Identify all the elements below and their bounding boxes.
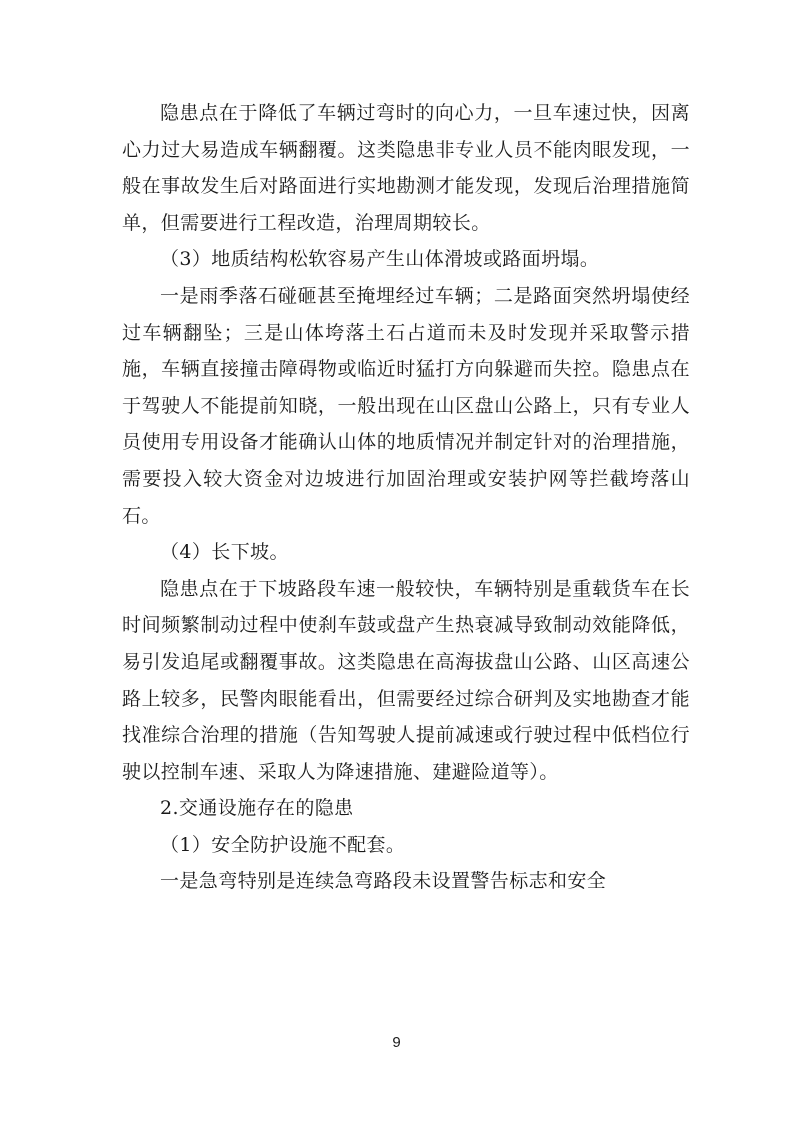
heading-safety-protection: （1）安全防护设施不配套。	[160, 833, 406, 856]
paragraph-landslide-hazard: 一是雨季落石碰砸甚至掩埋经过车辆；二是路面突然坍塌使经过车辆翻坠；三是山体垮落土石占道而未及时发现并采取警示措施，车辆直接撞击障碍物或临近时猛打方向躲避而失控。隐患点在于驾驶人不能提前知晓，一般出现在山区盘山公路上，只有专业人员使用专用设备才能确认山体的地质情况并制定针对的治理措施，需要投入较大资金对边坡进行加固治理或安装护网等拦截垮落山石。	[122, 284, 690, 527]
paragraph-sharp-curve-signs: 一是急弯特别是连续急弯路段未设置警告标志和安全	[160, 870, 607, 893]
paragraph-centripetal-force-hazard: 隐患点在于降低了车辆过弯时的向心力，一旦车速过快，因离心力过大易造成车辆翻覆。这类隐患非专业人员不能肉眼发现，一般在事故发生后对路面进行实地勘测才能发现，发现后治理措施简单，但需要进行工程改造，治理周期较长。	[122, 102, 690, 234]
page-number: 9	[392, 1034, 401, 1051]
document-body	[122, 95, 690, 900]
heading-long-downhill: （4）长下坡。	[160, 541, 289, 564]
heading-geology-hazard: （3）地质结构松软容易产生山体滑坡或路面坍塌。	[160, 248, 600, 271]
heading-traffic-facilities: 2.交通设施存在的隐患	[160, 797, 354, 820]
paragraph-downhill-hazard: 隐患点在于下坡路段车速一般较快，车辆特别是重载货车在长时间频繁制动过程中使刹车鼓或盘产生热衰减导致制动效能降低，易引发追尾或翻覆事故。这类隐患在高海拔盘山公路、山区高速公路上较多，民警肉眼能看出，但需要经过综合研判及实地勘查才能找准综合治理的措施（告知驾驶人提前减速或行驶过程中低档位行驶以控制车速、采取人为降速措施、建避险道等）。	[122, 577, 690, 783]
